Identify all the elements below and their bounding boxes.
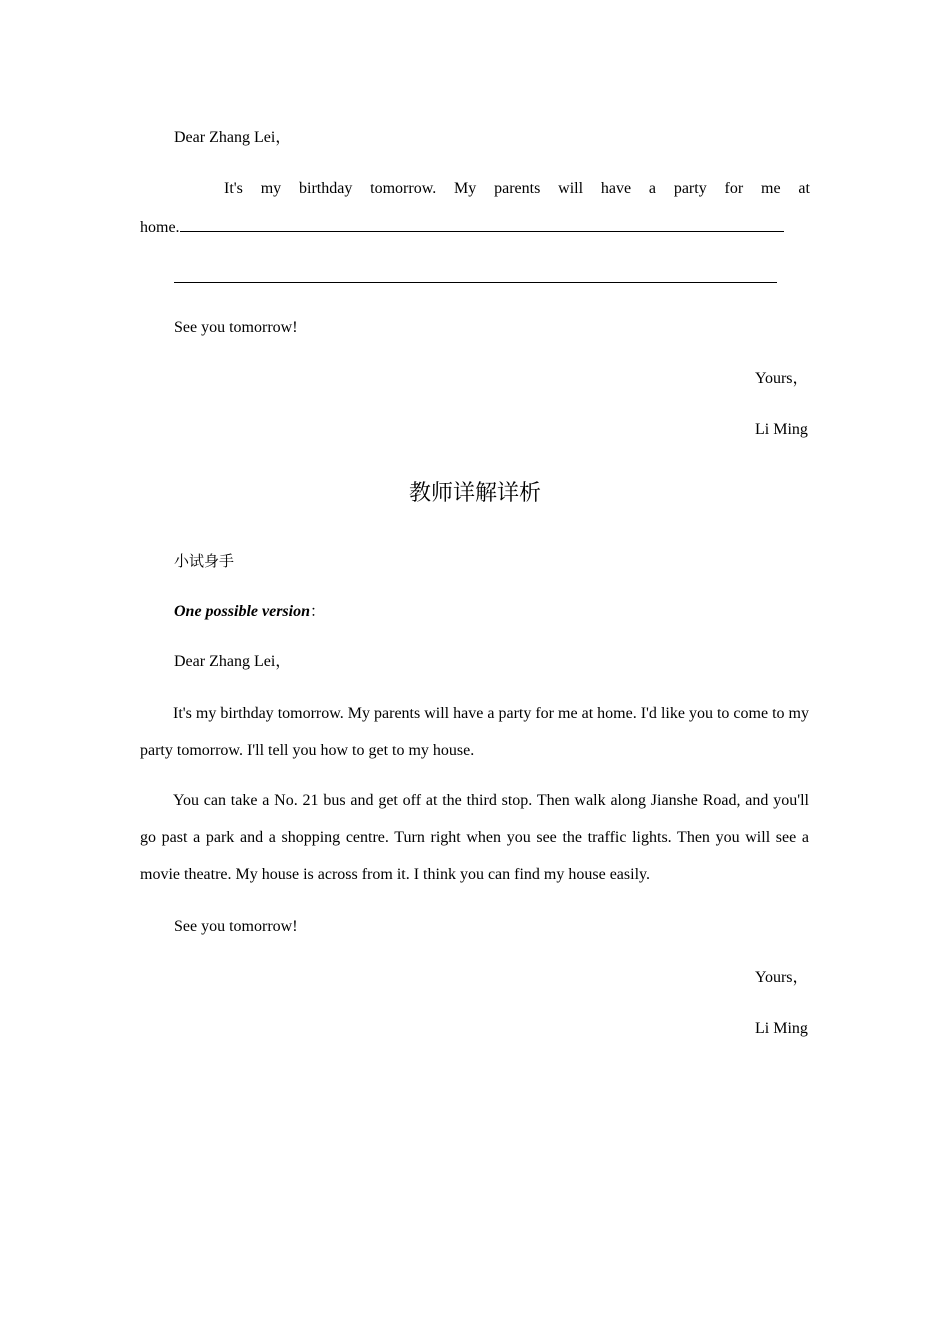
intro-word: me (761, 180, 781, 197)
intro-word: will (558, 180, 584, 197)
answer-paragraph-1 (140, 695, 809, 769)
version-label (174, 601, 325, 622)
letter-blank-row (174, 268, 777, 289)
answer-greeting: Dear Zhang Lei， (174, 653, 292, 670)
intro-word: party (673, 180, 707, 197)
answer-closing: See you tomorrow! (174, 918, 298, 935)
letter-intro-continued (140, 217, 784, 238)
paragraph-text: It's my birthday tomorrow. My parents will have a party for me at home. I'd like you to come to my party tomorrow. I'll tell you how to get to my house. (140, 705, 809, 759)
intro-word: at (798, 180, 810, 197)
answer-signoff: Yours， (755, 969, 809, 986)
intro-word: my (260, 180, 282, 197)
letter-signoff: Yours， (755, 370, 809, 387)
intro-word: tomorrow. (370, 180, 437, 197)
letter-closing: See you tomorrow! (174, 319, 298, 336)
answer-paragraph-2 (140, 782, 809, 893)
section-label: 小试身手 (174, 552, 235, 570)
intro-word: parents (494, 180, 541, 197)
answer-blank-line (174, 268, 777, 283)
paragraph-text: You can take a No. 21 bus and get off at the third stop. Then walk along Jianshe Road, and you'll go past a park and a shopping centre. Turn right when you see the traffic lights. Then you will see a movie theatre. My house is across from it. I think you can find my house easily. (140, 792, 809, 883)
letter-signature: Li Ming (755, 421, 808, 438)
letter-intro-line (224, 179, 810, 199)
letter-greeting: Dear Zhang Lei， (174, 129, 292, 146)
intro-word: birthday (299, 180, 353, 197)
version-colon: ： (310, 602, 326, 620)
version-label-text: One possible version (174, 603, 310, 620)
intro-word: My (454, 180, 477, 197)
intro-word: have (600, 180, 632, 197)
answer-heading: 教师详解详析 (408, 481, 541, 506)
intro-word: It's (224, 180, 243, 197)
answer-signature: Li Ming (755, 1020, 808, 1037)
answer-blank-line (180, 217, 784, 232)
intro-word: for (724, 180, 744, 197)
intro-cont-text: home. (140, 219, 180, 236)
intro-word: a (648, 180, 656, 197)
